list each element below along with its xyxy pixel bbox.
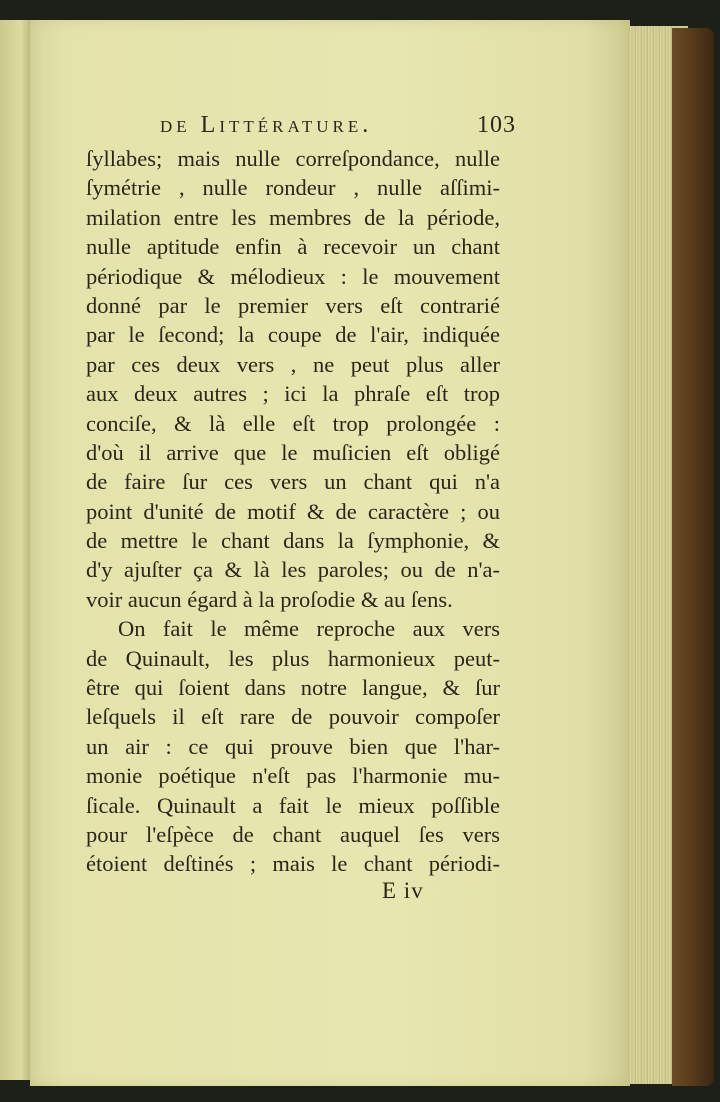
text-line: conciſe, & là elle eſt trop prolongée : bbox=[86, 410, 500, 436]
text-line: ſyllabes; mais nulle correſpondance, nulle bbox=[86, 146, 500, 171]
body-text bbox=[86, 144, 500, 879]
text-line: périodique & mélodieux : le mouvement bbox=[86, 263, 500, 289]
text-line: voir aucun égard à la proſodie & au ſens. bbox=[86, 586, 453, 612]
book-cover-edge bbox=[672, 28, 714, 1086]
text-line: par ces deux vers , ne peut plus aller bbox=[86, 351, 500, 377]
text-line: milation entre les membres de la période, bbox=[86, 204, 500, 230]
signature-mark: E iv bbox=[382, 878, 424, 903]
text-line: de Quinault, les plus harmonieux peut- bbox=[86, 645, 500, 671]
text-line: ſicale. Quinault a fait le mieux poſſible bbox=[86, 792, 500, 818]
page-number: 103 bbox=[477, 112, 516, 138]
text-line: aux deux autres ; ici la phraſe eſt trop bbox=[86, 381, 500, 407]
text-line: d'y ajuſter ça & là les paroles; ou de n'a- bbox=[86, 557, 500, 583]
text-line: On fait le même reproche aux vers bbox=[118, 616, 500, 642]
text-line: pour l'eſpèce de chant auquel ſes vers bbox=[86, 821, 500, 847]
text-line: par le ſecond; la coupe de l'air, indiquée bbox=[86, 322, 500, 348]
text-line: nulle aptitude enfin à recevoir un chant bbox=[86, 234, 500, 260]
text-line: monie poétique n'eſt pas l'harmonie mu- bbox=[86, 763, 500, 789]
text-line: un air : ce qui prouve bien que l'har- bbox=[86, 733, 500, 759]
text-line: point d'unité de motif & de caractère ; ou bbox=[86, 498, 500, 524]
previous-page-edge bbox=[0, 20, 30, 1080]
text-line: de mettre le chant dans la ſymphonie, & bbox=[86, 528, 500, 554]
text-line: donné par le premier vers eſt contrarié bbox=[86, 292, 500, 318]
text-line: leſquels il eſt rare de pouvoir compoſer bbox=[86, 704, 500, 730]
running-head bbox=[160, 112, 520, 144]
text-line: ſymétrie , nulle rondeur , nulle aſſimi- bbox=[86, 175, 500, 201]
text-line: d'où il arrive que le muſicien eſt obligé bbox=[86, 439, 500, 465]
text-line: étoient deſtinés ; mais le chant périodi- bbox=[86, 851, 500, 877]
text-line: de faire ſur ces vers un chant qui n'a bbox=[86, 469, 500, 495]
text-line: être qui ſoient dans notre langue, & ſur bbox=[86, 675, 500, 701]
running-title: de Littérature. bbox=[160, 112, 373, 138]
